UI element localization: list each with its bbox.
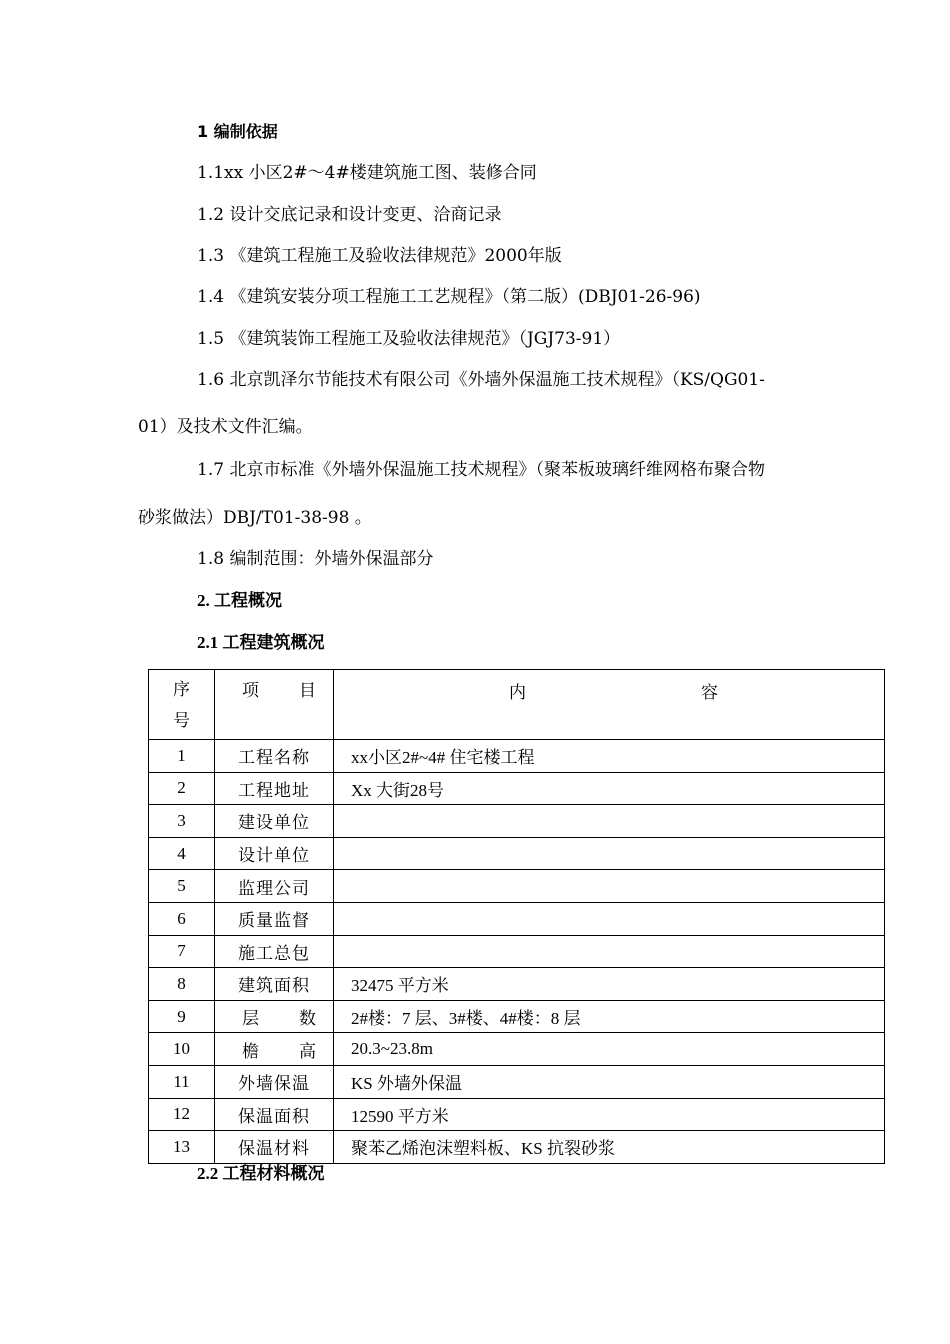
table-header-row [149,670,885,740]
subsection-2-1-title: 2.1 工程建筑概况 [197,633,325,652]
row-no: 12 [149,1098,215,1131]
row-value: 2#楼：7 层、3#楼、4#楼：8 层 [334,1000,885,1033]
header-item-a: 项 [242,681,260,700]
row-item: 工程地址 [215,772,334,805]
section-1-title: 1 编制依据 [197,122,278,141]
basis-item-1-6-cont: 01）及技术文件汇编。 [138,417,313,437]
header-content-b: 容 [701,683,718,702]
basis-item-1-7-cont: 砂浆做法）DBJ/T01-38-98 。 [138,508,372,528]
row-item: 工程名称 [215,740,334,773]
row-no: 8 [149,968,215,1001]
basis-item-1-2: 1.2 设计交底记录和设计变更、洽商记录 [197,205,502,225]
table-row [149,772,885,805]
row-item-a: 层 [242,1009,260,1029]
basis-item-1-8: 1.8 编制范围：外墙外保温部分 [197,549,434,569]
header-content-a: 内 [509,683,526,702]
row-no: 3 [149,805,215,838]
table-row [149,740,885,773]
row-item: 监理公司 [215,870,334,903]
row-item-b: 高 [299,1041,317,1061]
row-value [334,805,885,838]
row-item-b: 数 [299,1009,317,1029]
row-item-a: 檐 [242,1041,260,1061]
row-no: 11 [149,1065,215,1098]
row-item: 质量监督 [215,902,334,935]
basis-item-1-3: 1.3 《建筑工程施工及验收法律规范》2000年版 [197,246,562,266]
table-row [149,902,885,935]
table-row [149,1000,885,1033]
table-row [149,870,885,903]
row-value [334,837,885,870]
row-value: 20.3~23.8m [334,1033,885,1066]
project-overview-table [148,669,885,1164]
header-no-line-1: 序 [173,679,190,699]
table-row [149,968,885,1001]
table-row [149,805,885,838]
row-value [334,902,885,935]
section-2-title: 2. 工程概况 [197,591,282,610]
basis-item-1-7: 1.7 北京市标准《外墙外保温施工技术规程》（聚苯板玻璃纤维网格布聚合物 [197,460,765,480]
row-value [334,935,885,968]
table-row [149,1098,885,1131]
row-value: xx小区2#~4# 住宅楼工程 [334,740,885,773]
basis-item-1-4: 1.4 《建筑安装分项工程施工工艺规程》（第二版）(DBJ01-26-96) [197,287,701,307]
row-value: Xx 大街28号 [334,772,885,805]
row-no: 1 [149,740,215,773]
row-no: 7 [149,935,215,968]
table-row [149,935,885,968]
header-item-b: 目 [299,681,317,700]
row-item [215,1000,334,1033]
table-row [149,1131,885,1164]
row-item: 设计单位 [215,837,334,870]
row-item: 建设单位 [215,805,334,838]
table-row [149,1033,885,1066]
row-value [334,870,885,903]
basis-item-1-6: 1.6 北京凯泽尔节能技术有限公司《外墙外保温施工技术规程》（KS/QG01- [197,370,765,390]
row-no: 6 [149,902,215,935]
table-row [149,1065,885,1098]
row-value: 聚苯乙烯泡沫塑料板、KS 抗裂砂浆 [334,1131,885,1164]
row-no: 13 [149,1131,215,1164]
header-content-cell [334,670,885,740]
table-row [149,837,885,870]
row-value: 32475 平方米 [334,968,885,1001]
header-no-cell [149,670,215,740]
row-no: 4 [149,837,215,870]
header-no-line-2: 号 [173,710,190,730]
row-value: 12590 平方米 [334,1098,885,1131]
row-no: 2 [149,772,215,805]
basis-item-1-5: 1.5 《建筑装饰工程施工及验收法律规范》（JGJ73-91） [197,329,621,349]
header-item-cell [215,670,334,740]
row-value: KS 外墙外保温 [334,1065,885,1098]
row-item [215,1033,334,1066]
row-no: 10 [149,1033,215,1066]
row-no: 9 [149,1000,215,1033]
row-no: 5 [149,870,215,903]
row-item: 外墙保温 [215,1065,334,1098]
subsection-2-2-title: 2.2 工程材料概况 [197,1164,325,1183]
row-item: 保温材料 [215,1131,334,1164]
basis-item-1-1: 1.1xx 小区2#～4#楼建筑施工图、装修合同 [197,163,537,183]
row-item: 保温面积 [215,1098,334,1131]
row-item: 施工总包 [215,935,334,968]
row-item: 建筑面积 [215,968,334,1001]
